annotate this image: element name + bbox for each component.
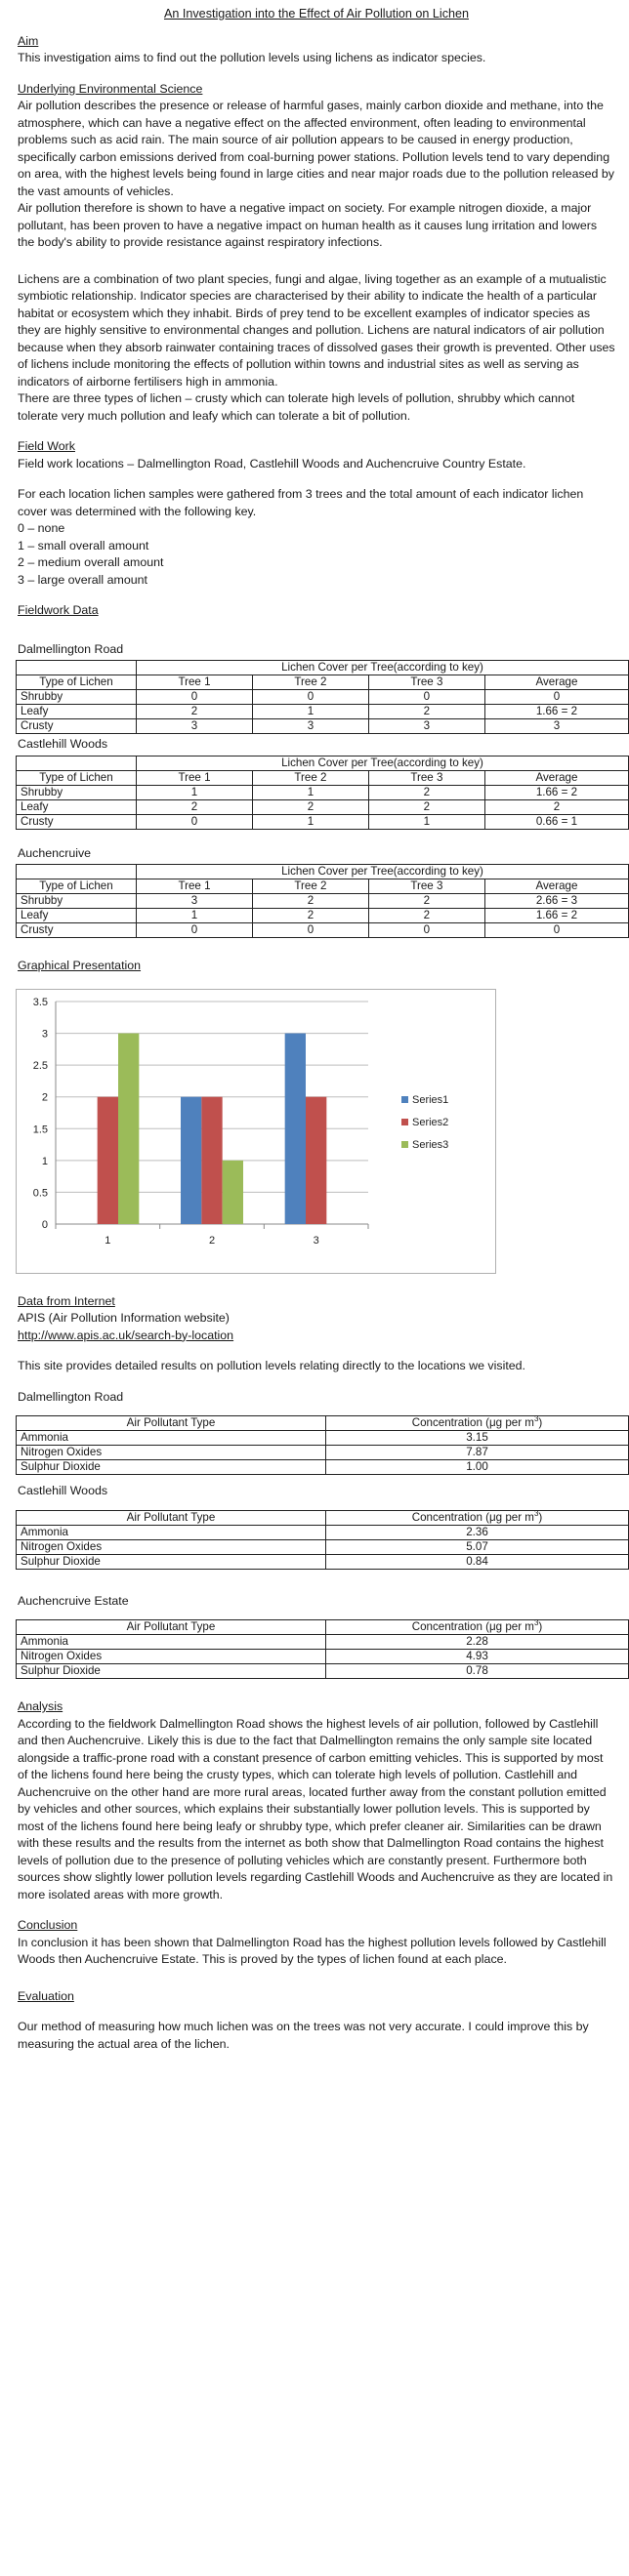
table-cell: 0 — [368, 923, 484, 938]
table-cell: Shrubby — [17, 785, 137, 799]
science-paragraph-2: Air pollution therefore is shown to have a negative impact on society. For example nitrogen dioxide, a major pollutant, has been proven to have a negative impact on human health as it causes lung irritation and lowers the body's ability to provide resistance against respiratory infections. — [18, 201, 598, 249]
bar-chart-svg — [17, 990, 495, 1273]
table-row — [17, 1525, 629, 1539]
table-cell: Nitrogen Oxides — [17, 1650, 326, 1664]
table-cell: 2.28 — [326, 1635, 629, 1650]
analysis-heading: Analysis — [18, 1699, 63, 1713]
key-item: 2 – medium overall amount — [18, 555, 164, 569]
evaluation-heading: Evaluation — [18, 1988, 74, 2003]
table-cell: 0 — [137, 690, 253, 705]
table-cell: Leafy — [17, 799, 137, 814]
bar-series3 — [118, 1033, 139, 1223]
y-tick-label: 0 — [41, 1218, 48, 1231]
legend-label: Series2 — [412, 1116, 449, 1128]
column-header: Tree 2 — [252, 675, 368, 690]
table-cell: Ammonia — [17, 1635, 326, 1650]
table-cell: Leafy — [17, 909, 137, 923]
table-cell: 1 — [252, 785, 368, 799]
table-cell: 0 — [484, 690, 628, 705]
column-header: Tree 3 — [368, 675, 484, 690]
fieldwork-table-dalmellington — [16, 660, 629, 734]
column-header: Type of Lichen — [17, 770, 137, 785]
column-header: Concentration (μg per $m^3$) — [326, 1510, 629, 1525]
y-tick-label: 3 — [41, 1028, 48, 1041]
table-cell: Ammonia — [17, 1525, 326, 1539]
key-item: 3 – large overall amount — [18, 572, 147, 587]
fieldwork-table-auchencruive — [16, 864, 629, 938]
pollution-table-castlehill — [16, 1510, 629, 1570]
conclusion-text: In conclusion it has been shown that Dalmellington Road has the highest pollution levels followed by Castlehill Woods then Auchencruive Estate. This is proved by the types of lichen found at each place. — [18, 1935, 607, 1966]
legend-swatch — [401, 1119, 408, 1125]
column-header: Tree 2 — [252, 770, 368, 785]
table-cell: 1 — [252, 814, 368, 829]
y-tick-label: 2 — [41, 1091, 48, 1104]
table-row — [17, 1460, 629, 1475]
source-link[interactable]: http://www.apis.ac.uk/search-by-location — [18, 1328, 234, 1342]
science-paragraph-4: There are three types of lichen – crusty which can tolerate high levels of pollution, shrubby which cannot tolerate very much pollution and leafy which can tolerate a bit of pollution. — [18, 391, 575, 423]
y-tick-label: 1.5 — [32, 1123, 48, 1135]
science-paragraph-3: Lichens are a combination of two plant species, fungi and algae, living together as an example of a mutualistic symbiotic relationship. Indicator species are characterised by their ability to indicate the health of a particular habitat or ecosystem which they inhabit. Birds of prey tend to be excellent examples of indicator species as they are highly sensitive to environmental changes and pollution. Lichens are natural indicators of air pollution because when they absorb rainwater containing traces of dissolved gases their growth is prevented. Other uses of lichens include monitoring the effects of pollution within towns and industrial sites as well as serving as indicators of airborne fertilisers high in ammonia. — [18, 271, 615, 388]
graph-heading: Graphical Presentation — [18, 959, 142, 972]
table-cell: Sulphur Dioxide — [17, 1554, 326, 1569]
key-item: 1 – small overall amount — [18, 538, 149, 552]
table-row — [17, 785, 629, 799]
table-cell: Crusty — [17, 814, 137, 829]
column-header: Air Pollutant Type — [17, 1620, 326, 1635]
internet-heading: Data from Internet — [18, 1293, 115, 1308]
table-row — [17, 814, 629, 829]
table-row — [17, 1446, 629, 1460]
aim-text: This investigation aims to find out the pollution levels using lichens as indicator species. — [18, 51, 486, 64]
table-row — [17, 1664, 629, 1679]
table-cell: 3.15 — [326, 1431, 629, 1446]
column-header: Average — [484, 879, 628, 894]
bar-series2 — [98, 1096, 118, 1223]
table-cell: 2 — [368, 785, 484, 799]
table-row — [17, 923, 629, 938]
table-cell: 1 — [137, 909, 253, 923]
bar-series1 — [285, 1033, 306, 1223]
column-header: Air Pollutant Type — [17, 1510, 326, 1525]
table-cell: 2.36 — [326, 1525, 629, 1539]
fieldwork-data-heading: Fieldwork Data — [18, 603, 99, 617]
table-cell: 3 — [137, 894, 253, 909]
location-label: Auchencruive Estate — [18, 1593, 129, 1608]
table-cell: 0.66 = 1 — [484, 814, 628, 829]
x-tick-label: 1 — [105, 1234, 111, 1247]
table-cell: Crusty — [17, 719, 137, 734]
table-row — [17, 690, 629, 705]
bar-chart — [16, 989, 496, 1274]
column-header: Type of Lichen — [17, 675, 137, 690]
table-cell: Sulphur Dioxide — [17, 1664, 326, 1679]
location-label: Dalmellington Road — [18, 1389, 124, 1404]
bar-series1 — [181, 1096, 201, 1223]
fieldwork-table-castlehill — [16, 756, 629, 830]
legend-label: Series3 — [412, 1138, 449, 1151]
table-cell: 1.66 = 2 — [484, 705, 628, 719]
internet-source: APIS (Air Pollution Information website) — [18, 1311, 230, 1325]
table-cell: 2 — [252, 894, 368, 909]
table-group-header: Lichen Cover per Tree(according to key) — [137, 756, 629, 770]
table-cell: 7.87 — [326, 1446, 629, 1460]
fieldwork-method: For each location lichen samples were gathered from 3 trees and the total amount of each indicator lichen cover was determined with the following key. — [18, 487, 584, 518]
column-header: Tree 1 — [137, 879, 253, 894]
table-cell: 3 — [252, 719, 368, 734]
bar-series2 — [306, 1096, 326, 1223]
table-row — [17, 705, 629, 719]
table-cell: 2 — [252, 799, 368, 814]
table-cell: Nitrogen Oxides — [17, 1446, 326, 1460]
column-header: Tree 3 — [368, 879, 484, 894]
table-cell: Leafy — [17, 705, 137, 719]
table-cell: 2 — [137, 705, 253, 719]
legend-swatch — [401, 1096, 408, 1103]
table-cell: 0.78 — [326, 1664, 629, 1679]
key-item: 0 – none — [18, 521, 65, 535]
table-cell: 3 — [484, 719, 628, 734]
column-header: Tree 1 — [137, 770, 253, 785]
column-header: Average — [484, 770, 628, 785]
column-header: Air Pollutant Type — [17, 1416, 326, 1431]
table-row — [17, 1635, 629, 1650]
x-tick-label: 3 — [313, 1234, 319, 1247]
table-group-header: Lichen Cover per Tree(according to key) — [137, 865, 629, 879]
aim-heading: Aim — [18, 33, 39, 48]
table-row — [17, 719, 629, 734]
bar-series3 — [223, 1160, 243, 1223]
x-tick-label: 2 — [208, 1234, 216, 1247]
column-header: Concentration (μg per $m^3$) — [326, 1416, 629, 1431]
table-cell: 4.93 — [326, 1650, 629, 1664]
science-paragraph-1: Air pollution describes the presence or release of harmful gases, mainly carbon dioxide and methane, into the atmosphere, which can have a negative effect on the affected environment, often leading to environmental problems such as acid rain. The main source of air pollution appears to be caused in energy production, specifically carbon emissions derived from coal-burning power stations. Pollution levels tend to vary depending on area, with the highest levels being found in large cities and near major roads due to the pollution released by the vast amounts of vehicles. — [18, 99, 614, 198]
fieldwork-locations: Field work locations – Dalmellington Road, Castlehill Woods and Auchencruive Country Estate. — [18, 456, 526, 470]
column-header: Tree 1 — [137, 675, 253, 690]
table-cell: 0.84 — [326, 1554, 629, 1569]
table-cell: 2 — [368, 909, 484, 923]
column-header: Type of Lichen — [17, 879, 137, 894]
table-cell: 1 — [252, 705, 368, 719]
table-cell: 0 — [137, 923, 253, 938]
analysis-text: According to the fieldwork Dalmellington Road shows the highest levels of air pollution, followed by Castlehill and then Auchencruive. Likely this is due to the fact that Dalmellington remains the only sample site located alongside a traffic-prone road with a constant presence of carbon emitting vehicles. This is supported by most of the lichens found here being the crusty types, which can tolerate high levels of pollution. Castlehill and Auchencruive on the other hand are more rural areas, located further away from the constant pollution emitted by vehicles and other sources, which explains their substantially lower pollution levels. This is supported by most of the lichens found here being leafy or shrubby type, which prefer cleaner air. Similarities can be drawn with these results and the results from the internet as both show that Dalmellington Road contains the highest levels of pollution due to the presence of polluting vehicles which are constantly present. Furthermore both sources show slightly lower pollution levels regarding Castlehill Woods and Auchencruive as they are located in more isolated areas with more growth. — [18, 1716, 613, 1901]
table-cell: 2 — [368, 894, 484, 909]
table-row — [17, 799, 629, 814]
column-header: Average — [484, 675, 628, 690]
table-cell: Nitrogen Oxides — [17, 1539, 326, 1554]
table-cell: 5.07 — [326, 1539, 629, 1554]
table-cell: Shrubby — [17, 894, 137, 909]
y-tick-label: 1 — [41, 1155, 48, 1167]
column-header: Tree 2 — [252, 879, 368, 894]
table-cell: 1.66 = 2 — [484, 909, 628, 923]
table-cell: 1.00 — [326, 1460, 629, 1475]
table-cell: 3 — [137, 719, 253, 734]
pollution-table-dalmellington — [16, 1415, 629, 1475]
table-cell: 1.66 = 2 — [484, 785, 628, 799]
table-cell: Crusty — [17, 923, 137, 938]
table-cell: 0 — [368, 690, 484, 705]
table-cell: 3 — [368, 719, 484, 734]
location-label: Castlehill Woods — [18, 1484, 108, 1497]
table-cell: Shrubby — [17, 690, 137, 705]
y-tick-label: 0.5 — [32, 1186, 48, 1199]
legend-swatch — [401, 1141, 408, 1148]
table-row — [17, 1650, 629, 1664]
table-cell: 2.66 = 3 — [484, 894, 628, 909]
table-row — [17, 1554, 629, 1569]
column-header: Concentration (μg per $m^3$) — [326, 1620, 629, 1635]
table-cell: 0 — [252, 923, 368, 938]
table-row — [17, 894, 629, 909]
legend-label: Series1 — [412, 1093, 449, 1106]
table-cell: 2 — [368, 705, 484, 719]
table-row — [17, 1431, 629, 1446]
table-row — [17, 909, 629, 923]
table-cell: 2 — [484, 799, 628, 814]
science-heading: Underlying Environmental Science — [18, 81, 203, 96]
table-cell: 0 — [484, 923, 628, 938]
conclusion-heading: Conclusion — [18, 1918, 78, 1932]
table-cell: 1 — [137, 785, 253, 799]
y-tick-label: 2.5 — [32, 1059, 48, 1072]
internet-intro: This site provides detailed results on pollution levels relating directly to the locations we visited. — [18, 1359, 525, 1372]
table-cell: 0 — [252, 690, 368, 705]
table-row — [17, 1539, 629, 1554]
evaluation-text: Our method of measuring how much lichen was on the trees was not very accurate. I could improve this by measuring the actual area of the lichen. — [18, 2020, 589, 2051]
table-cell: 2 — [137, 799, 253, 814]
table-group-header: Lichen Cover per Tree(according to key) — [137, 661, 629, 675]
table-cell: Sulphur Dioxide — [17, 1460, 326, 1475]
pollution-table-auchencruive — [16, 1619, 629, 1679]
y-tick-label: 3.5 — [32, 996, 48, 1008]
column-header: Tree 3 — [368, 770, 484, 785]
table-cell: 2 — [368, 799, 484, 814]
page-title: An Investigation into the Effect of Air Pollution on Lichen — [163, 7, 469, 20]
location-label: Dalmellington Road — [18, 641, 124, 656]
table-cell: 2 — [252, 909, 368, 923]
table-cell: Ammonia — [17, 1431, 326, 1446]
location-label: Castlehill Woods — [18, 737, 108, 751]
fieldwork-heading: Field Work — [18, 439, 75, 453]
table-cell: 0 — [137, 814, 253, 829]
table-cell: 1 — [368, 814, 484, 829]
location-label: Auchencruive — [18, 845, 92, 860]
bar-series2 — [201, 1096, 222, 1223]
